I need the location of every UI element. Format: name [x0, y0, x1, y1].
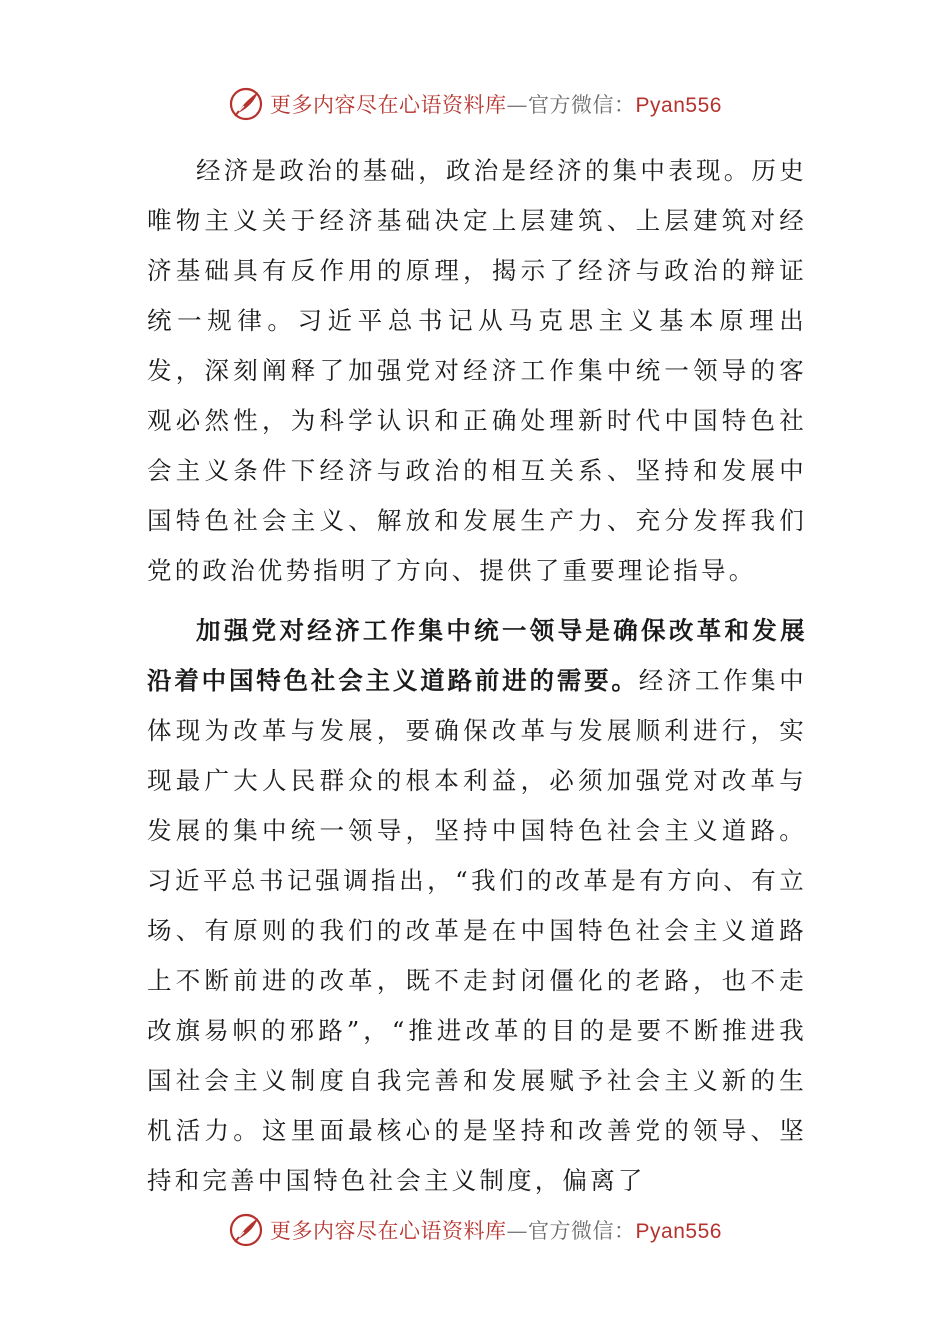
watermark-site: 更多内容尽在心语资料库 — [270, 1219, 507, 1243]
paragraph-1 — [147, 146, 807, 596]
paragraph-2 — [147, 606, 807, 1206]
watermark-text — [270, 1215, 722, 1245]
paragraph-2-text: 经济工作集中体现为改革与发展，要确保改革与发展顺利进行，实现最广大人民群众的根本利益，必须加强党对改革与发展的集中统一领导，坚持中国特色社会主义道路。习近平总书记强调指出，“我们的改革是有方向、有立场、有原则的我们的改革是在中国特色社会主义道路上不断前进的改革，既不走封闭僵化的老路，也不走改旗易帜的邪路”，“推进改革的目的是要不断推进我国社会主义制度自我完善和发展赋予社会主义新的生机活力。这里面最核心的是坚持和改善党的领导、坚持和完善中国特色社会主义制度，偏离了 — [147, 666, 808, 1195]
watermark-text — [270, 89, 722, 119]
watermark-dash: — — [506, 1219, 529, 1243]
watermark-id: Pyan556 — [635, 94, 722, 117]
paragraph-2-heading: 加强党对经济工作集中统一领导是确保改革和发展沿着中国特色社会主义道路前进的需要。 — [147, 616, 807, 695]
watermark-label: 官方微信： — [528, 93, 636, 117]
document-body — [147, 146, 807, 1206]
watermark-id: Pyan556 — [635, 1220, 722, 1243]
watermark-label: 官方微信： — [528, 1219, 636, 1243]
footer-watermark — [0, 1210, 950, 1250]
watermark-site: 更多内容尽在心语资料库 — [270, 93, 507, 117]
paragraph-1-text: 经济是政治的基础，政治是经济的集中表现。历史唯物主义关于经济基础决定上层建筑、上层建筑对经济基础具有反作用的原理，揭示了经济与政治的辩证统一规律。习近平总书记从马克思主义基本原理出发，深刻阐释了加强党对经济工作集中统一领导的客观必然性，为科学认识和正确处理新时代中国特色社会主义条件下经济与政治的相互关系、坚持和发展中国特色社会主义、解放和发展生产力、充分发挥我们党的政治优势指明了方向、提供了重要理论指导。 — [147, 156, 807, 585]
watermark-dash: — — [506, 93, 529, 117]
quill-logo-icon — [228, 86, 264, 122]
header-watermark — [0, 84, 950, 124]
quill-logo-icon — [228, 1212, 264, 1248]
